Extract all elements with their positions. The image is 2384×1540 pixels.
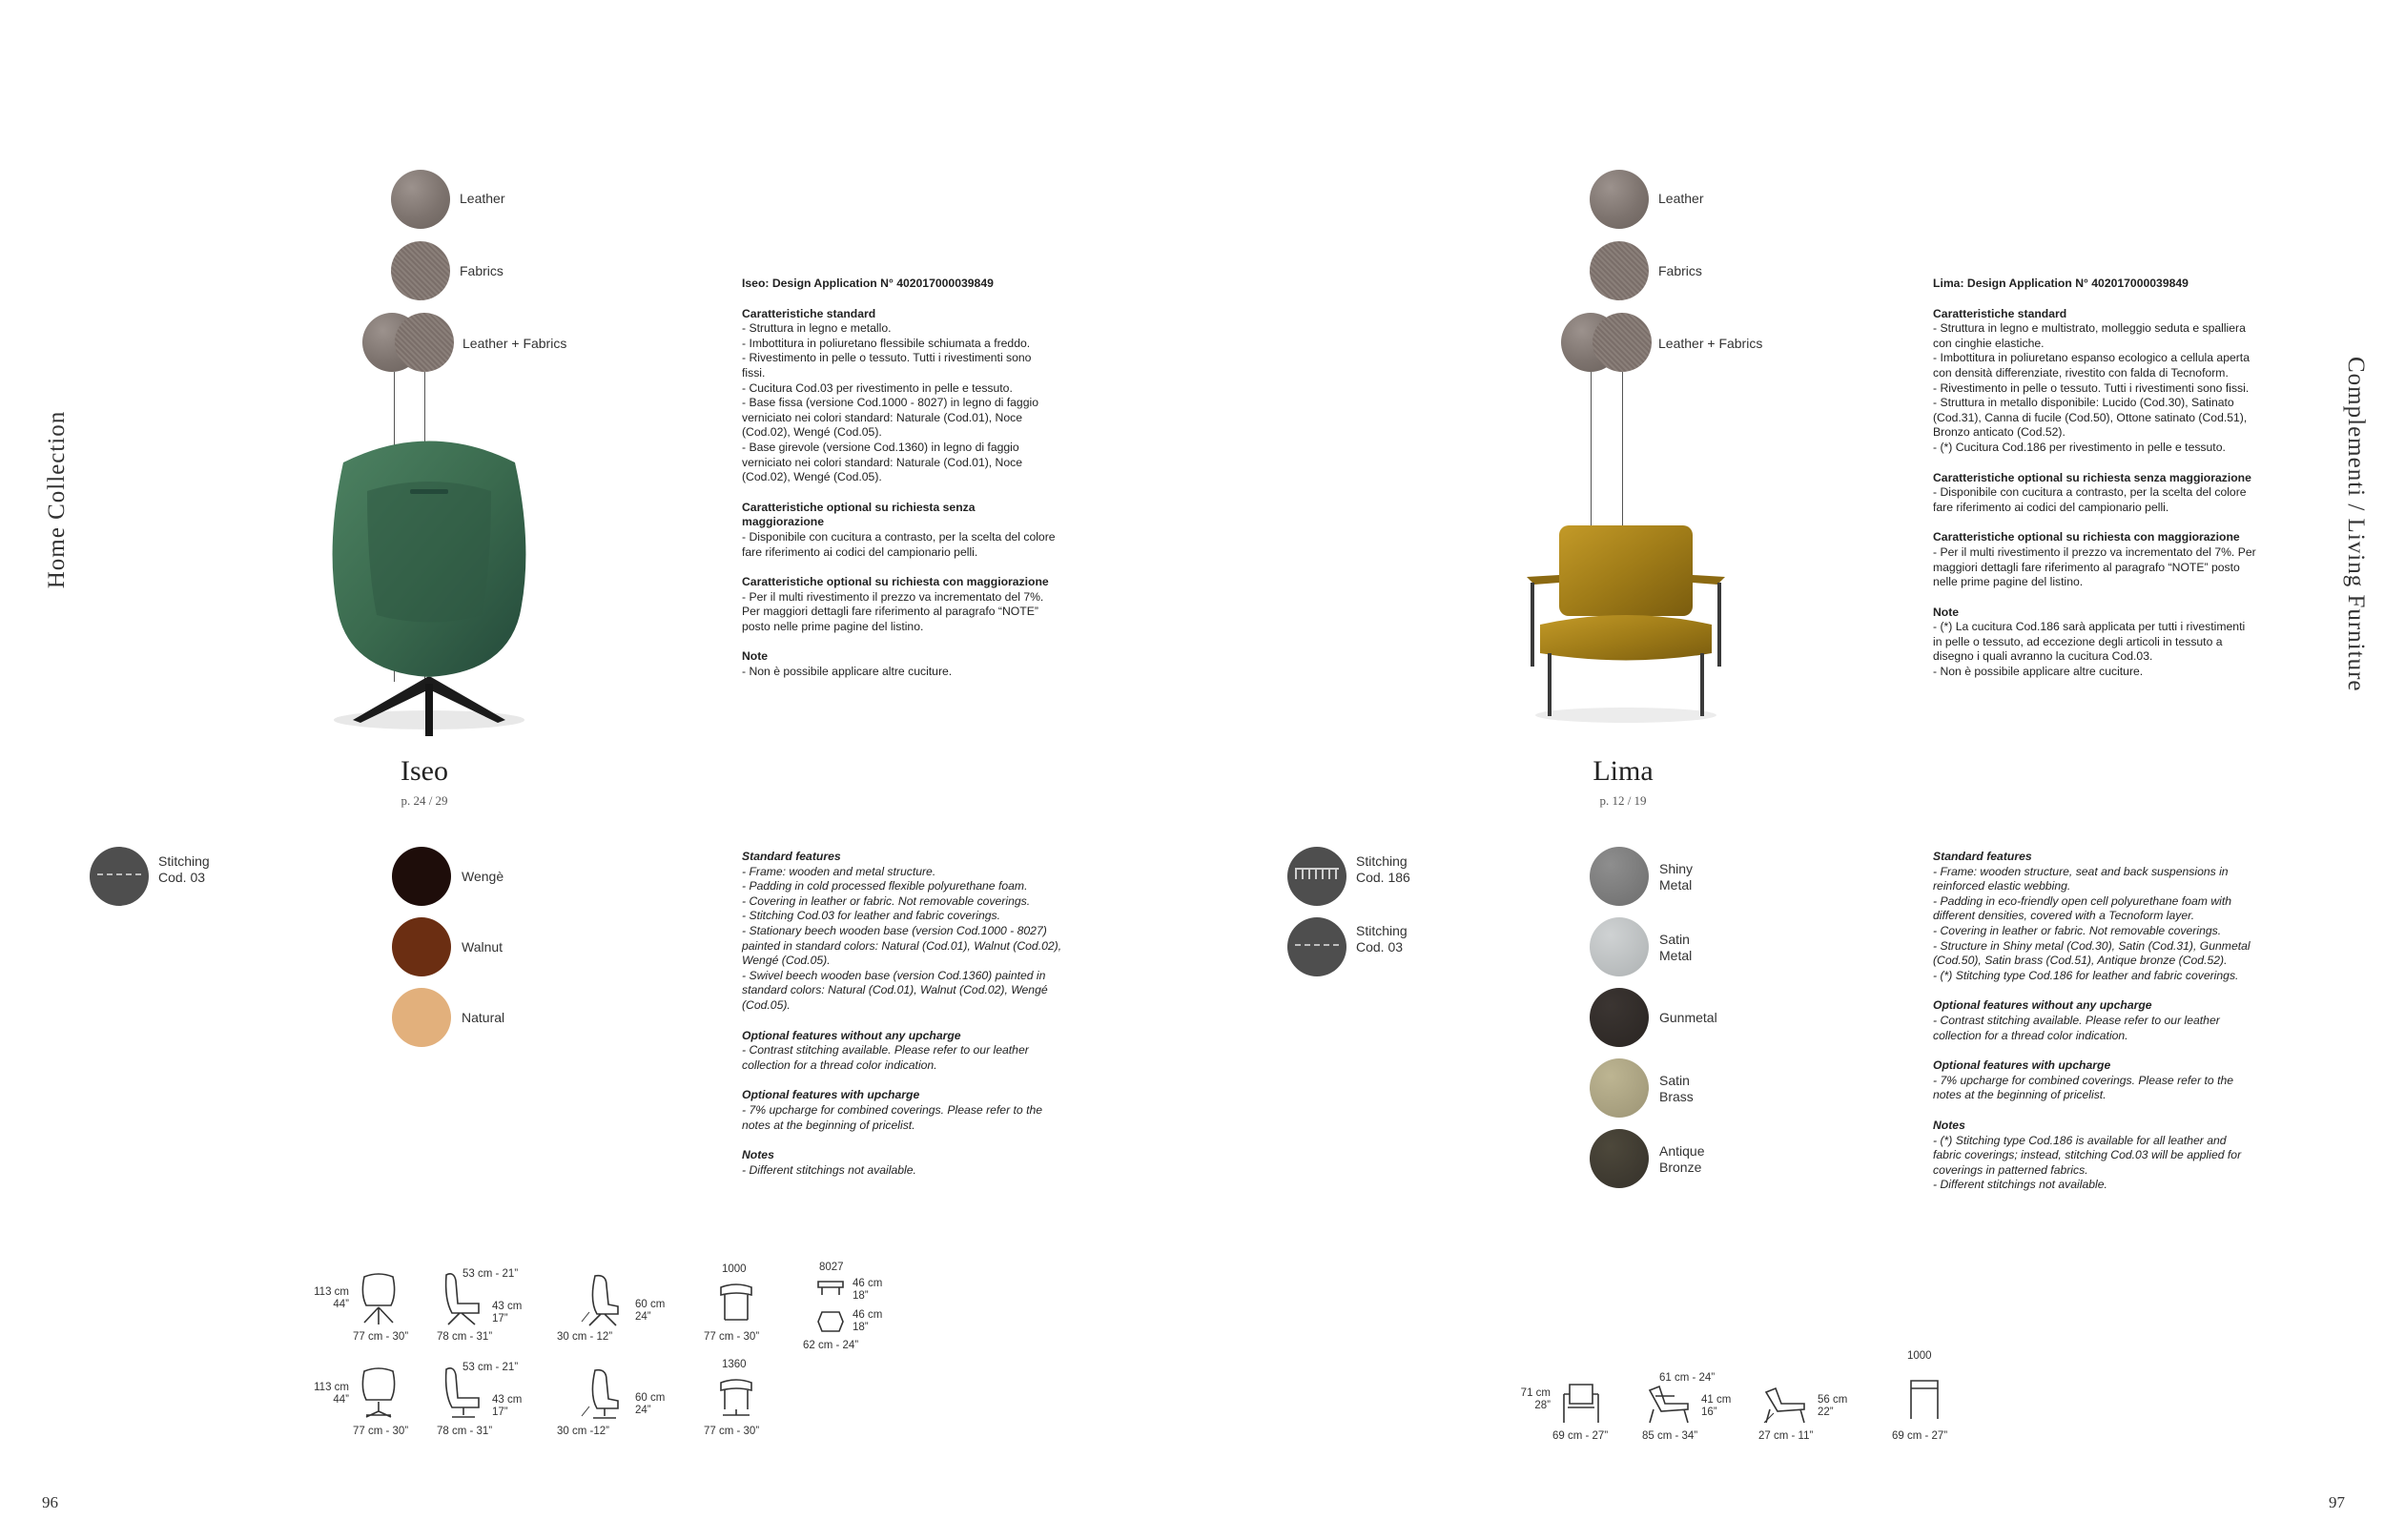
lima-side-view-icon bbox=[1646, 1385, 1692, 1425]
finish-swatch-gunmetal bbox=[1590, 988, 1649, 1047]
dim-recline-height: 56 cm 22” bbox=[1818, 1394, 1848, 1418]
right-page-number: 97 bbox=[2329, 1493, 2345, 1511]
base-code: 1000 bbox=[722, 1263, 747, 1275]
section-heading: Caratteristiche optional su richiesta con maggiorazione bbox=[1933, 530, 2240, 544]
section-body: - Struttura in legno e multistrato, molleggio seduta e spalliera con cinghie elastiche. - Imbottitura in poliuretano espanso ecologico a cellula aperta con densità differenziate, rivestito con falda di Tecnoform. - Rivestimento in pelle o tessuto. Tutti i rivestimenti sono fissi. - Struttura in metallo disponibile: Lucido (Cod.30), Satinato (Cod.31), Canna di fucile (Cod.50), Ottone satinato (Cod.51), Bronzo anticato (Cod.52). - (*) Cucitura Cod.186 per rivestimento in pelle e tessuto. bbox=[1933, 321, 2250, 454]
leather-swatch-icon bbox=[391, 170, 450, 229]
section-heading: Caratteristiche optional su richiesta senza maggiorazione bbox=[742, 500, 976, 529]
section-heading: Caratteristiche optional su richiesta senza maggiorazione bbox=[1933, 470, 2251, 484]
finish-swatch-satin-metal bbox=[1590, 917, 1649, 976]
fabric-swatch-icon bbox=[1590, 241, 1649, 300]
iseo-en-description bbox=[742, 850, 1066, 1178]
lima-recline-view-icon bbox=[1762, 1385, 1808, 1425]
iseo-chair-image bbox=[315, 434, 544, 739]
chair-pages-iseo: p. 24 / 29 bbox=[401, 793, 448, 808]
material-label-leather-fabrics: Leather + Fabrics bbox=[462, 336, 567, 351]
stitching-label: Stitching Cod. 186 bbox=[1356, 853, 1410, 885]
material-label-leather: Leather bbox=[1658, 191, 1704, 206]
section-body: - Per il multi rivestimento il prezzo va incrementato del 7%. Per maggiori dettagli fare riferimento al paragrafo “NOTE” posto nelle prime pagine del listino. bbox=[742, 589, 1044, 633]
fabric-swatch-icon bbox=[391, 241, 450, 300]
lima-it-title: Lima: Design Application N° 402017000039849 bbox=[1933, 277, 2189, 290]
fabric-swatch-icon bbox=[395, 313, 454, 372]
section-body: - (*) La cucitura Cod.186 sarà applicata per tutti i rivestimenti in pelle o tessuto, ad eccezione degli articoli in tessuto a disegno i quali avranno la cucitura Cod.03. - Non è possibile applicare altre cuciture. bbox=[1933, 620, 2246, 679]
dim-recline-height: 60 cm 24” bbox=[635, 1392, 666, 1416]
dim-ottoman-depth: 46 cm 18” bbox=[853, 1309, 883, 1333]
dim-top-side: 53 cm - 21” bbox=[462, 1362, 519, 1373]
stitching-03-swatch-icon bbox=[1287, 917, 1346, 976]
material-label-leather: Leather bbox=[460, 191, 505, 206]
dim-base-width: 77 cm - 30” bbox=[704, 1426, 760, 1437]
dim-height: 71 cm 28” bbox=[1520, 1387, 1551, 1411]
finish-label-satin-brass: Satin Brass bbox=[1659, 1073, 1694, 1104]
ottoman-code: 1000 bbox=[1907, 1350, 1932, 1362]
section-body: - Disponibile con cucitura a contrasto, per la scelta del colore fare riferimento ai codici del campionario pelli. bbox=[1933, 485, 2247, 514]
section-body: - Non è possibile applicare altre cuciture. bbox=[742, 665, 953, 679]
base-1360-icon bbox=[717, 1377, 755, 1417]
lima-ottoman-icon bbox=[1907, 1377, 1942, 1421]
chair-name-lima: Lima bbox=[1593, 755, 1654, 787]
chair-front-view-icon bbox=[357, 1273, 401, 1326]
chair-recline-view-icon bbox=[578, 1272, 622, 1327]
dim-ottoman-height: 46 cm 18” bbox=[853, 1278, 883, 1302]
finish-label-antique-bronze: Antique Bronze bbox=[1659, 1143, 1705, 1175]
chair-name-iseo: Iseo bbox=[401, 755, 448, 787]
dim-seat-height: 41 cm 16” bbox=[1701, 1394, 1732, 1418]
stitching-186-swatch-icon bbox=[1287, 847, 1346, 906]
section-body: - Disponibile con cucitura a contrasto, per la scelta del colore fare riferimento ai codici del campionario pelli. bbox=[742, 529, 1056, 559]
section-body: - 7% upcharge for combined coverings. Please refer to the notes at the beginning of pricelist. bbox=[1933, 1073, 2234, 1102]
dim-top-side: 53 cm - 21” bbox=[462, 1268, 519, 1280]
dim-ottoman-width: 62 cm - 24” bbox=[803, 1340, 859, 1351]
stitching-label: Stitching Cod. 03 bbox=[1356, 923, 1408, 955]
dim-top-side: 61 cm - 24” bbox=[1659, 1372, 1716, 1384]
dim-height: 113 cm 44” bbox=[314, 1382, 349, 1406]
dim-base-width: 77 cm - 30” bbox=[704, 1331, 760, 1343]
fabric-swatch-icon bbox=[1593, 313, 1652, 372]
ottoman-top-icon bbox=[816, 1310, 845, 1333]
lima-it-description bbox=[1933, 277, 2257, 680]
ottoman-code: 8027 bbox=[819, 1262, 844, 1273]
dim-depth: 85 cm - 34” bbox=[1642, 1430, 1698, 1442]
dim-width: 77 cm - 30” bbox=[353, 1331, 409, 1343]
dim-width: 69 cm - 27” bbox=[1552, 1430, 1609, 1442]
section-heading: Caratteristiche optional su richiesta con maggiorazione bbox=[742, 575, 1049, 589]
section-heading: Optional features without any upcharge bbox=[742, 1028, 961, 1042]
dim-recline-height: 60 cm 24” bbox=[635, 1299, 666, 1323]
stitching-swatch-icon bbox=[90, 847, 149, 906]
dim-seat-height: 43 cm 17” bbox=[492, 1301, 523, 1324]
left-side-title: Home Collection bbox=[44, 410, 70, 589]
chair-front-view-swivel-icon bbox=[357, 1367, 401, 1421]
section-heading: Note bbox=[742, 649, 769, 664]
iseo-it-description bbox=[742, 277, 1057, 680]
section-body: - Different stitchings not available. bbox=[742, 1162, 916, 1177]
dim-ottoman-width: 69 cm - 27” bbox=[1892, 1430, 1948, 1442]
finish-label-wenge: Wengè bbox=[462, 869, 504, 884]
section-heading: Notes bbox=[742, 1148, 774, 1162]
section-body: - (*) Stitching type Cod.186 is available for all leather and fabric coverings; instead, stitching Cod.03 will be applied for coverings in patterned fabrics. - Different stitchings not available. bbox=[1933, 1133, 2242, 1192]
guide-line bbox=[1591, 372, 1592, 529]
finish-swatch-satin-brass bbox=[1590, 1058, 1649, 1118]
dim-width: 77 cm - 30” bbox=[353, 1426, 409, 1437]
iseo-it-title: Iseo: Design Application N° 402017000039849 bbox=[742, 277, 994, 290]
section-heading: Notes bbox=[1933, 1118, 1965, 1132]
section-heading: Optional features without any upcharge bbox=[1933, 998, 2152, 1013]
section-body: - Frame: wooden structure, seat and back suspensions in reinforced elastic webbing. - Padding in eco-friendly open cell polyurethane foam with different densities, covered with a Tecnoform layer. - Covering in leather or fabric. Not removable coverings. - Structure in Shiny metal (Cod.30), Satin (Cod.31), Gunmetal (Cod.50), Satin brass (Cod.51), Antique bronze (Cod.52). - (*) Stitching type Cod.186 for leather and fabric coverings. bbox=[1933, 864, 2250, 982]
base-code: 1360 bbox=[722, 1359, 747, 1370]
section-heading: Optional features with upcharge bbox=[742, 1088, 920, 1102]
chair-side-view-swivel-icon bbox=[441, 1365, 484, 1421]
chair-recline-view-swivel-icon bbox=[578, 1366, 622, 1422]
section-body: - Struttura in legno e metallo. - Imbottitura in poliuretano flessibile schiumata a freddo. - Rivestimento in pelle o tessuto. Tutti i rivestimenti sono fissi. - Cucitura Cod.03 per rivestimento in pelle e tessuto. - Base fissa (versione Cod.1000 - 8027) in legno di faggio verniciato nei colori standard: Naturale (Cod.01), Noce (Cod.02), Wengé (Cod.05). - Base girevole (versione Cod.1360) in legno di faggio verniciato nei colori standard: Naturale (Cod.01), Noce (Cod.02), Wengé (Cod.05). bbox=[742, 321, 1038, 484]
dim-seat-height: 43 cm 17” bbox=[492, 1394, 523, 1418]
section-heading: Standard features bbox=[742, 850, 841, 863]
finish-label-shiny-metal: Shiny Metal bbox=[1659, 861, 1694, 893]
section-body: - Frame: wooden and metal structure. - Padding in cold processed flexible polyurethane foam. - Covering in leather or fabric. Not removable coverings. - Stitching Cod.03 for leather and fabric coverings. - Stationary beech wooden base (version Cod.1000 - 8027) painted in standard colors: Natural (Cod.01), Walnut (Cod.02), Wengé (Cod.05). - Swivel beech wooden base (version Cod.1360) painted in standard colors: Natural (Cod.01), Walnut (Cod.02), Wengé (Cod.05). bbox=[742, 864, 1062, 1012]
dim-recline-width: 30 cm - 12” bbox=[557, 1331, 613, 1343]
chair-side-view-icon bbox=[441, 1271, 484, 1326]
finish-swatch-shiny-metal bbox=[1590, 847, 1649, 906]
lima-front-view-icon bbox=[1560, 1381, 1602, 1425]
section-body: - 7% upcharge for combined coverings. Please refer to the notes at the beginning of pricelist. bbox=[742, 1102, 1043, 1132]
finish-swatch-walnut bbox=[392, 917, 451, 976]
finish-label-gunmetal: Gunmetal bbox=[1659, 1010, 1717, 1025]
section-body: - Contrast stitching available. Please refer to our leather collection for a thread color indication. bbox=[1933, 1013, 2220, 1042]
section-heading: Optional features with upcharge bbox=[1933, 1058, 2111, 1073]
section-body: - Per il multi rivestimento il prezzo va incrementato del 7%. Per maggiori dettagli fare riferimento al paragrafo “NOTE” posto nelle prime pagine del listino. bbox=[1933, 544, 2256, 589]
right-side-title: Complementi / Living Furniture bbox=[2343, 357, 2369, 692]
dim-height: 113 cm 44” bbox=[314, 1286, 349, 1310]
finish-swatch-natural bbox=[392, 988, 451, 1047]
dim-recline-width: 30 cm -12” bbox=[557, 1426, 609, 1437]
lima-chair-image bbox=[1521, 520, 1731, 729]
finish-swatch-wenge bbox=[392, 847, 451, 906]
section-heading: Caratteristiche standard bbox=[742, 306, 876, 320]
material-label-leather-fabrics: Leather + Fabrics bbox=[1658, 336, 1763, 351]
section-heading: Standard features bbox=[1933, 850, 2032, 863]
finish-label-satin-metal: Satin Metal bbox=[1659, 932, 1693, 963]
left-page-number: 96 bbox=[42, 1493, 58, 1511]
finish-label-natural: Natural bbox=[462, 1010, 505, 1025]
dim-depth: 78 cm - 31” bbox=[437, 1426, 493, 1437]
dim-recline-width: 27 cm - 11” bbox=[1758, 1430, 1814, 1442]
section-heading: Note bbox=[1933, 605, 1960, 619]
leather-swatch-icon bbox=[1590, 170, 1649, 229]
material-label-fabrics: Fabrics bbox=[1658, 263, 1702, 278]
dim-depth: 78 cm - 31” bbox=[437, 1331, 493, 1343]
material-label-fabrics: Fabrics bbox=[460, 263, 504, 278]
finish-label-walnut: Walnut bbox=[462, 939, 504, 955]
section-heading: Caratteristiche standard bbox=[1933, 306, 2067, 320]
chair-pages-lima: p. 12 / 19 bbox=[1599, 793, 1647, 808]
lima-en-description bbox=[1933, 850, 2257, 1193]
section-body: - Contrast stitching available. Please refer to our leather collection for a thread color indication. bbox=[742, 1043, 1029, 1072]
finish-swatch-antique-bronze bbox=[1590, 1129, 1649, 1188]
stitching-label: Stitching Cod. 03 bbox=[158, 853, 210, 885]
base-1000-icon bbox=[717, 1282, 755, 1322]
ottoman-icon bbox=[816, 1276, 845, 1297]
